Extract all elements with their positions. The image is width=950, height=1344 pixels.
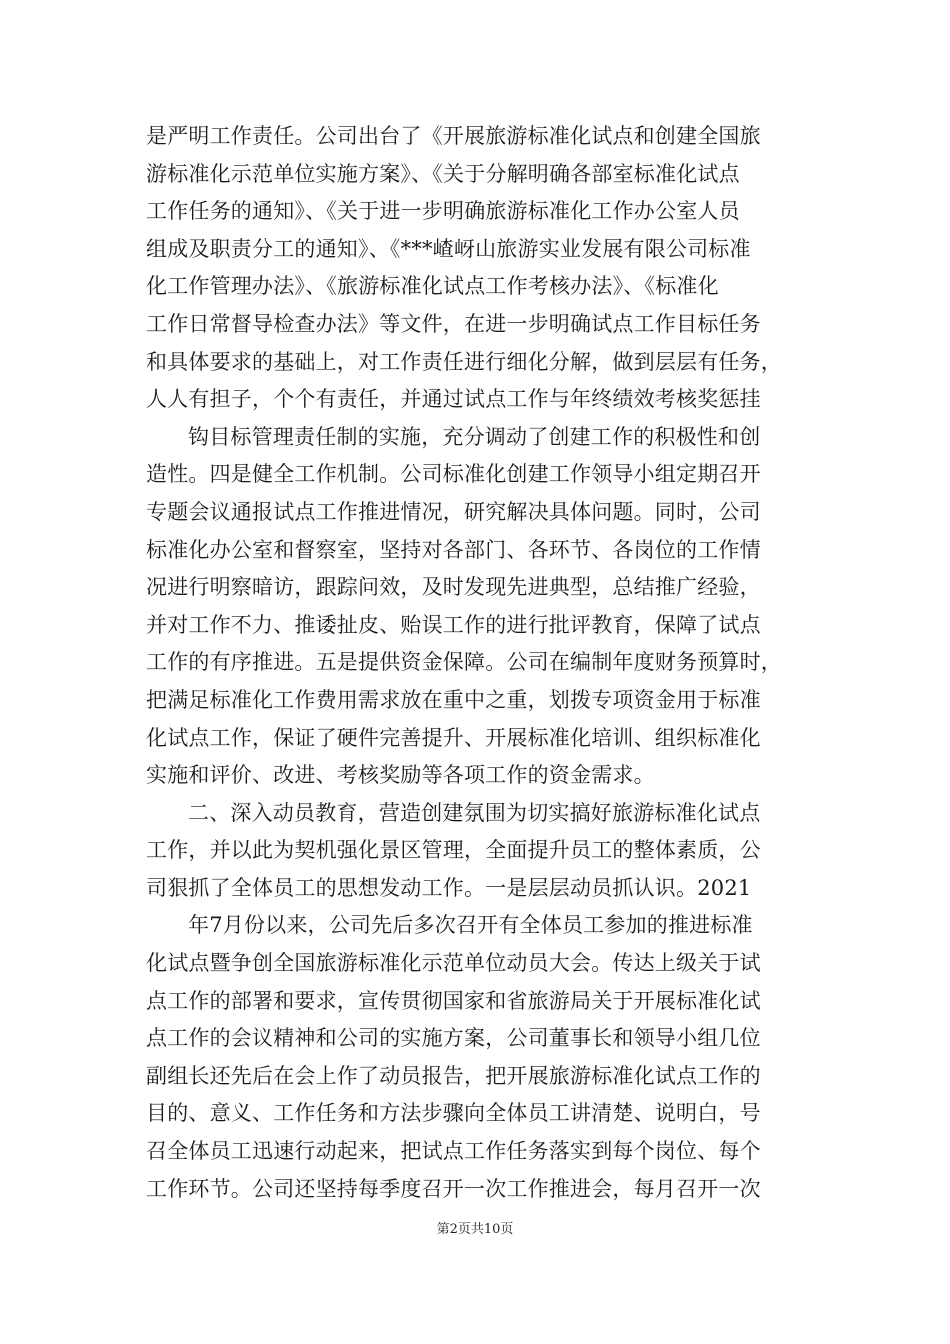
text-line: 化试点工作，保证了硬件完善提升、开展标准化培训、组织标准化	[146, 725, 761, 750]
text-line: 工作环节。公司还坚持每季度召开一次工作推进会，每月召开一次	[146, 1176, 761, 1201]
text-line: 化工作管理办法》、《旅游标准化试点工作考核办法》、《标准化	[146, 274, 719, 299]
text-line: 组成及职责分工的通知》、《***嵖岈山旅游实业发展有限公司标准	[146, 236, 751, 261]
text-line: 把满足标准化工作费用需求放在重中之重，划拨专项资金用于标准	[146, 687, 761, 712]
text-line: 工作，并以此为契机强化景区管理，全面提升员工的整体素质，公	[146, 838, 761, 863]
text-line: 工作任务的通知》、《关于进一步明确旅游标准化工作办公室人员	[146, 199, 740, 224]
paragraph-start-line: 钩目标管理责任制的实施，充分调动了创建工作的积极性和创	[188, 424, 761, 449]
text-line: 点工作的会议精神和公司的实施方案，公司董事长和领导小组几位	[146, 1026, 761, 1051]
text-line: 司狠抓了全体员工的思想发动工作。一是层层动员抓认识。2021	[146, 875, 752, 900]
paragraph-start-line: 二、深入动员教育，营造创建氛围为切实搞好旅游标准化试点	[188, 800, 761, 825]
text-line: 人人有担子，个个有责任，并通过试点工作与年终绩效考核奖惩挂	[146, 387, 761, 412]
text-line: 游标准化示范单位实施方案》、《关于分解明确各部室标准化试点	[146, 161, 740, 186]
text-line: 专题会议通报试点工作推进情况，研究解决具体问题。同时，公司	[146, 499, 761, 524]
paragraph-start-line: 年7月份以来，公司先后多次召开有全体员工参加的推进标准	[188, 913, 753, 938]
text-line: 目的、意义、工作任务和方法步骤向全体员工讲清楚、说明白，号	[146, 1101, 761, 1126]
page-number-footer: 第2页共10页	[436, 1222, 514, 1237]
text-line: 副组长还先后在会上作了动员报告，把开展旅游标准化试点工作的	[146, 1063, 761, 1088]
text-line: 是严明工作责任。公司出台了《开展旅游标准化试点和创建全国旅	[146, 124, 761, 148]
text-line: 况进行明察暗访，跟踪问效，及时发现先进典型，总结推广经验，	[146, 575, 761, 600]
text-line: 造性。四是健全工作机制。公司标准化创建工作领导小组定期召开	[146, 462, 761, 487]
document-body	[146, 118, 806, 1208]
text-line: 工作的有序推进。五是提供资金保障。公司在编制年度财务预算时，	[146, 650, 782, 675]
text-line: 并对工作不力、推诿扯皮、贻误工作的进行批评教育，保障了试点	[146, 612, 761, 637]
text-line: 标准化办公室和督察室，坚持对各部门、各环节、各岗位的工作情	[146, 537, 761, 562]
text-line: 工作日常督导检查办法》等文件，在进一步明确试点工作目标任务	[146, 311, 761, 336]
text-line: 和具体要求的基础上，对工作责任进行细化分解，做到层层有任务，	[146, 349, 782, 374]
text-line: 化试点暨争创全国旅游标准化示范单位动员大会。传达上级关于试	[146, 951, 761, 976]
text-line: 点工作的部署和要求，宣传贯彻国家和省旅游局关于开展标准化试	[146, 988, 761, 1013]
text-line: 实施和评价、改进、考核奖励等各项工作的资金需求。	[146, 763, 655, 788]
text-line: 召全体员工迅速行动起来，把试点工作任务落实到每个岗位、每个	[146, 1139, 761, 1164]
